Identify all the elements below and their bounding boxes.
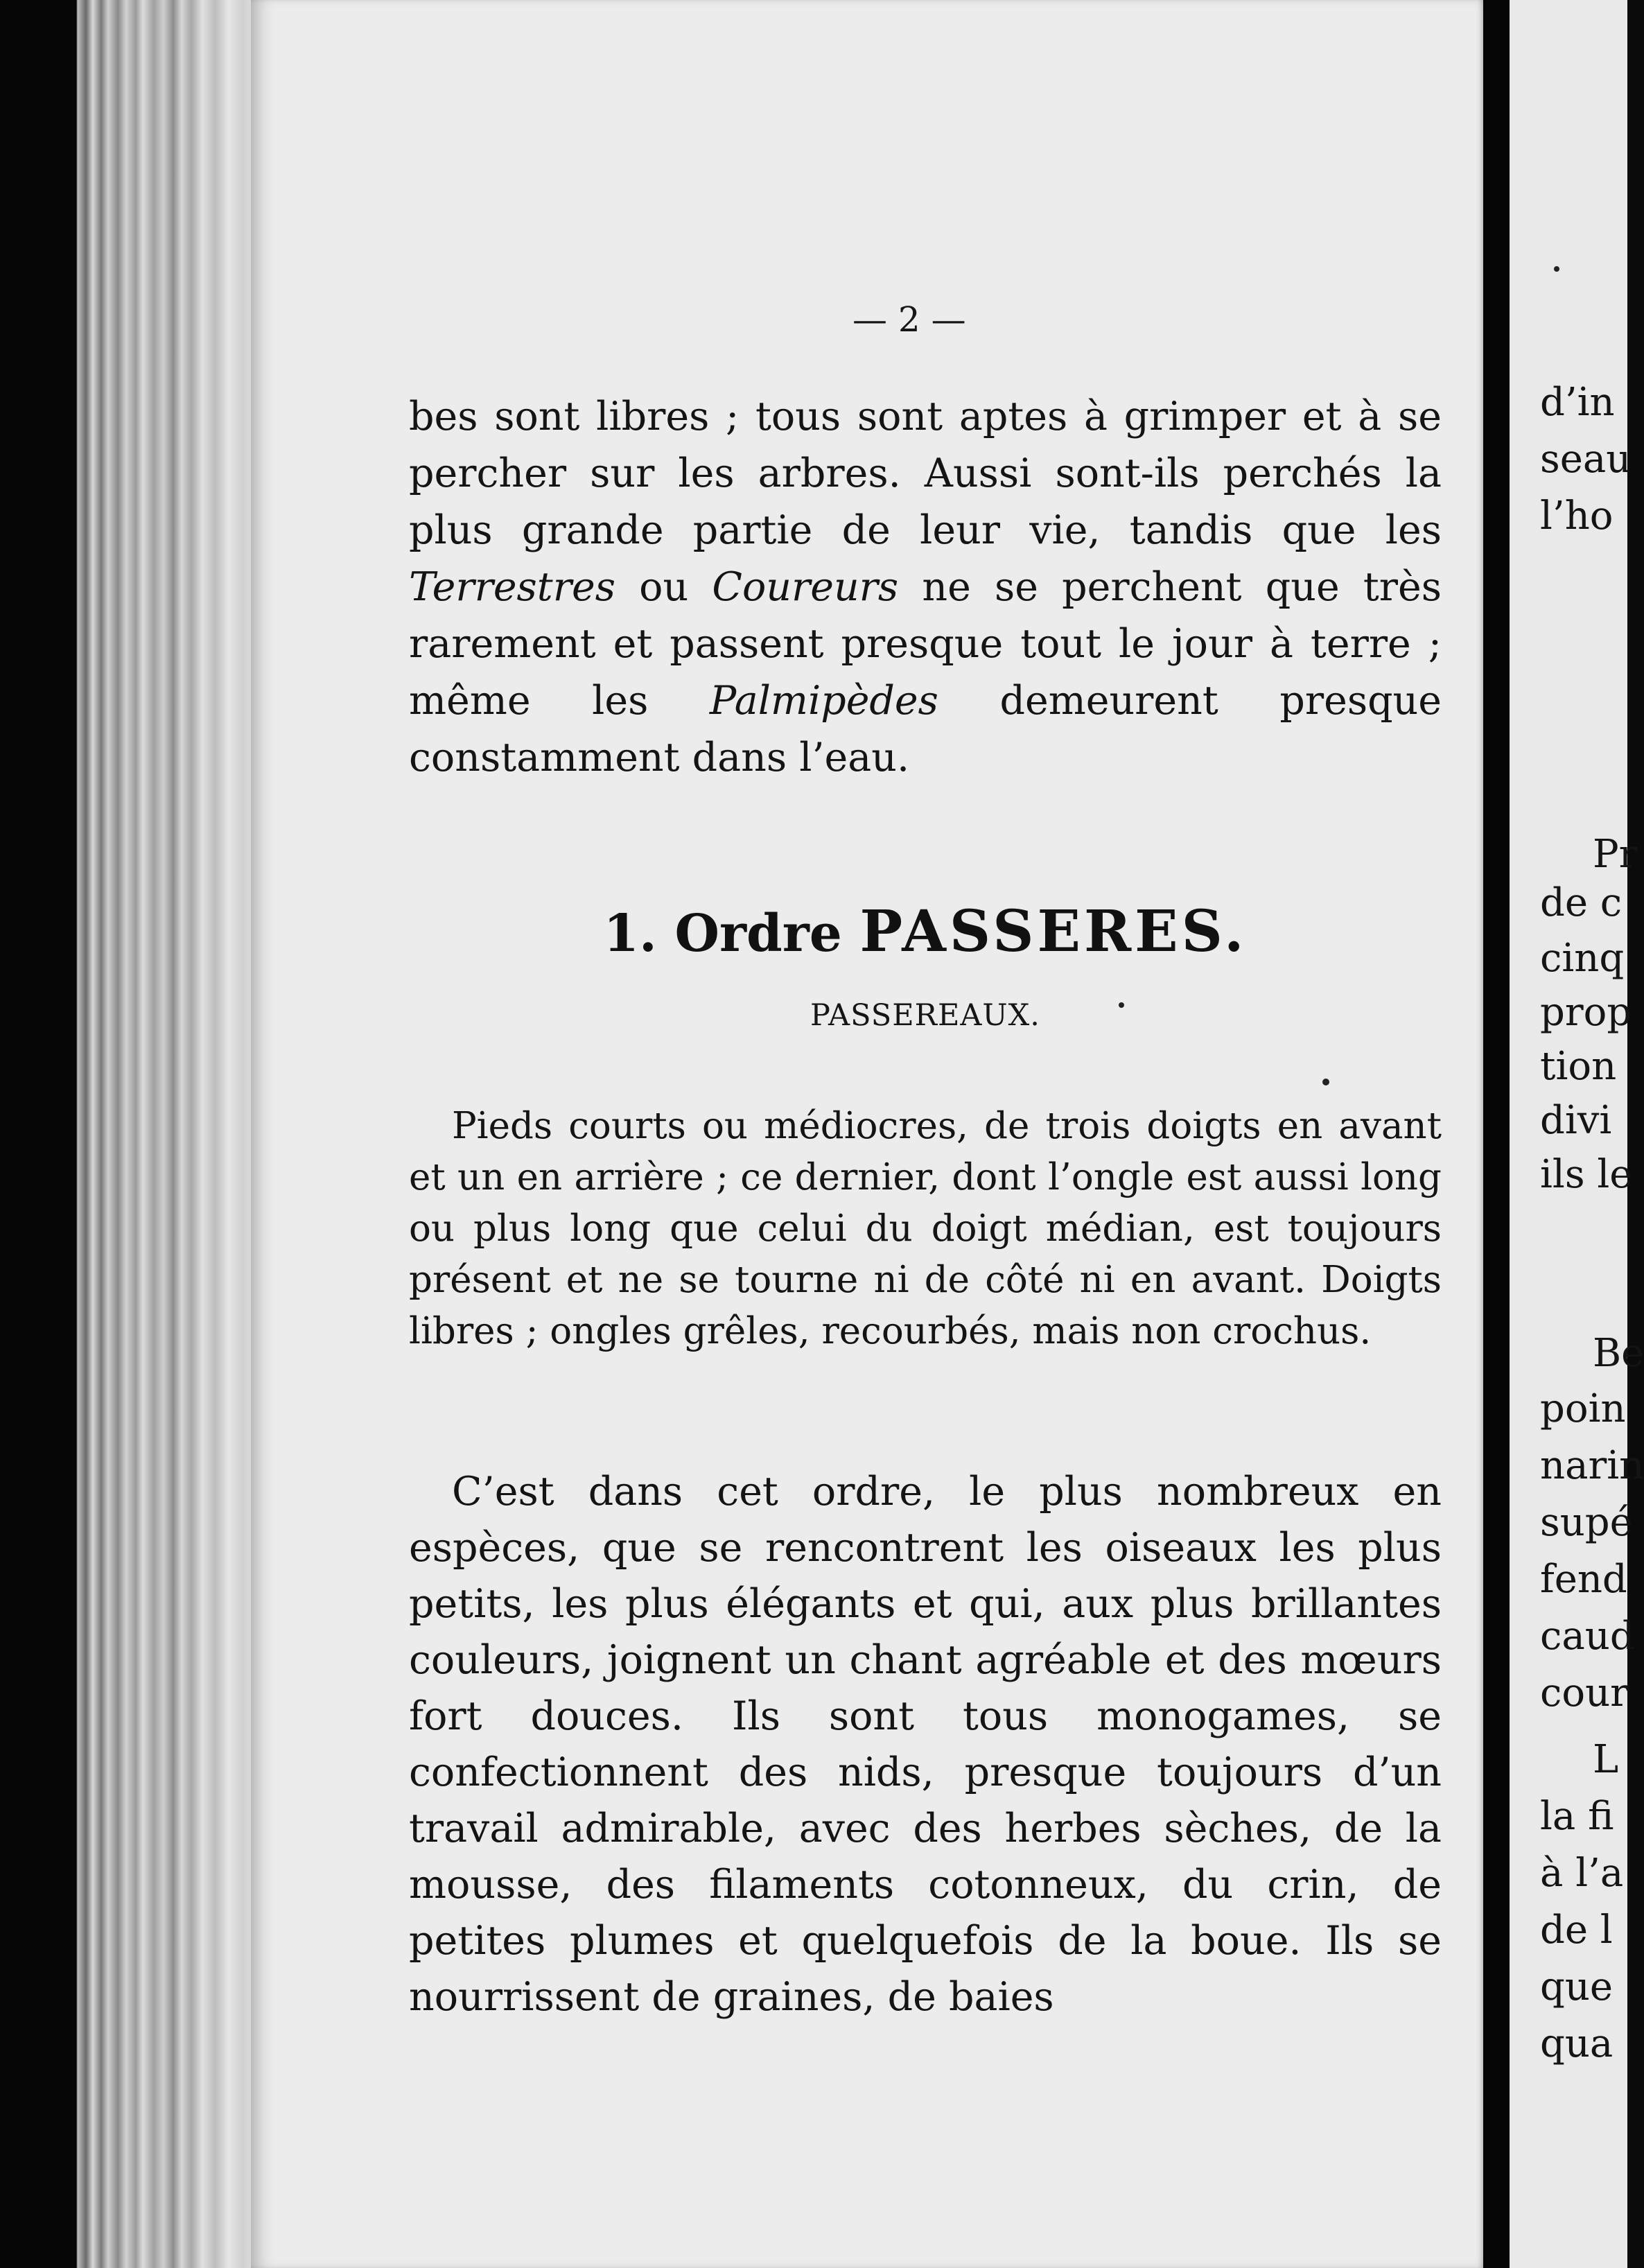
next-page-fragment: tion [1540,1044,1617,1089]
next-page-fragment: cinq [1540,936,1625,981]
book-page-stack [0,0,263,2268]
ink-speck [1322,1079,1329,1085]
section-subheading: PASSEREAUX. [810,998,1040,1033]
section-heading [409,898,1442,965]
next-page-fragment: de c [1540,880,1623,925]
next-page-fragment: d’in [1540,380,1615,425]
next-page-fragment: de l [1540,1908,1613,1953]
next-page-fragment: caud [1540,1614,1635,1659]
intro-text-a: bes sont libres ; tous sont aptes à grimper et à se percher sur les arbres. Aussi sont-ils perchés la plus grande partie de leur vie, tandis que les [409,394,1442,553]
next-page-fragment: prop [1540,990,1632,1035]
book-gutter [1483,0,1510,2268]
next-page-fragment: divi [1540,1098,1612,1143]
next-page-fragment: L [1593,1737,1619,1782]
order-paragraph: C’est dans cet ordre, le plus nombreux en espèces, que se rencontrent les oiseaux les plus petits, les plus élégants et qui, aux plus brillantes couleurs, joignent un chant agréable et des mœurs fort douces. Ils sont tous monogames, se confectionnent des nids, presque toujours d’un travail admirable, avec des herbes sèches, de la mousse, des filaments cotonneux, du crin, de petites plumes et quelquefois de la boue. Ils se nourrissent de graines, de baies [409,1469,1442,2020]
intro-text-c: ne se perchent que très rarement et passent presque tout le jour à terre ; même les [409,564,1442,724]
ink-speck [1554,266,1559,272]
next-page-fragment: fend [1540,1557,1627,1602]
ink-speck [1119,1002,1124,1008]
intro-italic-palmipedes: Palmipèdes [709,678,938,724]
next-page-edge [1510,0,1644,2268]
next-page-fragment: supé [1540,1500,1633,1545]
intro-italic-coureurs: Coureurs [712,564,899,610]
section-heading-name: PASSERES. [859,898,1248,965]
next-page-fragment: Be [1593,1331,1644,1376]
section-heading-prefix: 1. Ordre [603,904,860,963]
intro-paragraph [409,388,1442,786]
intro-text-d: demeurent presque constamment dans l’eau. [409,678,1442,780]
next-page-fragment: que [1540,1964,1614,2009]
next-page-fragment: Pr [1593,832,1638,877]
intro-italic-terrestres: Terrestres [409,564,615,610]
next-page-fragment: qua [1540,2021,1614,2066]
next-page-fragment: ils le [1540,1152,1633,1197]
feet-paragraph: Pieds courts ou médiocres, de trois doigts en avant et un en arrière ; ce dernier, dont l’ongle est aussi long ou plus long que celui du doigt médian, est toujours présent et ne se tourne ni de côté ni en avant. Doigts libres ; ongles grêles, recourbés, mais non crochus. [409,1105,1442,1352]
intro-text-b: ou [615,564,712,610]
next-page-fragment: seau [1540,437,1632,482]
next-page-fragment: la fi [1540,1794,1614,1839]
page-number: — 2 — [852,299,966,340]
next-page-fragment: narin [1540,1443,1644,1488]
next-page-fragment: à l’a [1540,1851,1624,1896]
next-page-fragment: l’ho [1540,494,1614,539]
next-page-fragment: cour [1540,1671,1629,1716]
next-page-fragment: poin [1540,1386,1626,1431]
